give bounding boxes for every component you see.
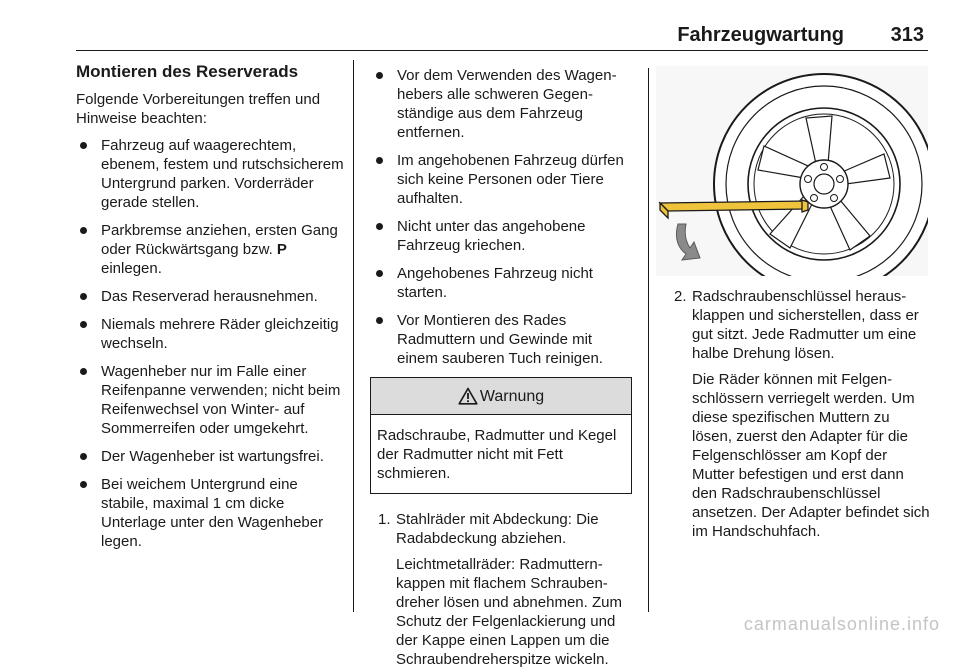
list-item-text: Parkbremse anziehen, ersten Gang oder Rückwärtsgang bzw. <box>101 222 338 258</box>
column-divider <box>648 68 649 612</box>
warning-title: Warnung <box>479 387 545 405</box>
column-middle <box>372 66 634 669</box>
list-item: Bei weichem Untergrund eine stabile, maximal 1 cm dicke Unterlage unter den Wagenheber legen. <box>76 475 348 551</box>
step-number: 1. <box>378 511 391 528</box>
list-item: Das Reserverad herausnehmen. <box>76 287 348 306</box>
step-number: 2. <box>674 288 687 305</box>
list-item: Wagenheber nur im Falle einer Reifenpanne verwenden; nicht beim Reifenwechsel von Winter- auf Sommerreifen oder umgekehrt. <box>76 362 348 438</box>
list-item: Fahrzeug auf waagerechtem, ebenem, festem und rutschsicherem Untergrund parken. Vorderräder gerade stellen. <box>76 136 348 212</box>
warning-triangle-icon <box>458 387 478 405</box>
steps-list <box>668 287 930 541</box>
warning-text: Radschraube, Radmutter und Kegel der Radmutter nicht mit Fett schmieren. <box>377 427 617 482</box>
preparation-list <box>76 136 348 551</box>
page-header <box>76 24 928 51</box>
step-item <box>372 510 634 669</box>
section-heading: Montieren des Reserverads <box>76 62 299 81</box>
wheel-wrench-illustration <box>656 66 928 276</box>
safety-list <box>372 66 634 368</box>
gear-symbol-p: P <box>276 241 287 258</box>
steps-list <box>372 510 634 669</box>
intro-paragraph: Folgende Vorbereitungen treffen und Hinweise beachten: <box>76 91 321 127</box>
page-number: 313 <box>890 24 924 46</box>
step-text: Die Räder können mit Felgenschlössern verriegelt werden. Um diese spezifischen Muttern zu lösen, zuerst den Adapter für die Felgenschlösser am Kopf der Mutter befestigen und erst dann den Radschraubenschlüssel ansetzen. Der Adapter befindet sich im Handschuhfach. <box>692 371 930 540</box>
list-item: Vor Montieren des Rades Radmuttern und Gewinde mit einem sauberen Tuch reinigen. <box>372 311 634 368</box>
list-item: Nicht unter das angehobene Fahrzeug kriechen. <box>372 217 634 255</box>
step-text: Stahlräder mit Abdeckung: Die Radabdeckung abziehen. <box>396 511 599 547</box>
section-title: Fahrzeugwartung <box>677 24 844 46</box>
list-item <box>76 221 348 278</box>
column-left <box>76 62 348 560</box>
watermark: carmanualsonline.info <box>743 614 940 634</box>
list-item: Angehobenes Fahrzeug nicht starten. <box>372 264 634 302</box>
step-text: Radschraubenschlüssel herausklappen und sicherstellen, dass er gut sitzt. Jede Radmutter um eine halbe Drehung lösen. <box>692 288 919 362</box>
list-item: Niemals mehrere Räder gleichzeitig wechseln. <box>76 315 348 353</box>
list-item: Der Wagenheber ist wartungsfrei. <box>76 447 348 466</box>
column-right <box>668 287 930 541</box>
list-item: Vor dem Verwenden des Wagenhebers alle schweren Gegenständige aus dem Fahrzeug entfernen. <box>372 66 634 142</box>
warning-box <box>370 377 632 494</box>
step-item <box>668 287 930 541</box>
list-item: Im angehobenen Fahrzeug dürfen sich keine Personen oder Tiere aufhalten. <box>372 151 634 208</box>
step-text: Leichtmetallräder: Radmutternkappen mit flachem Schraubendreher lösen und abnehmen. Zum Schutz der Felgenlackierung und der Kappe einen Lappen um die Schraubendreherspitze wickeln. <box>396 556 622 668</box>
column-divider <box>353 60 354 612</box>
warning-header <box>371 378 631 415</box>
list-item-text: einlegen. <box>101 260 162 277</box>
